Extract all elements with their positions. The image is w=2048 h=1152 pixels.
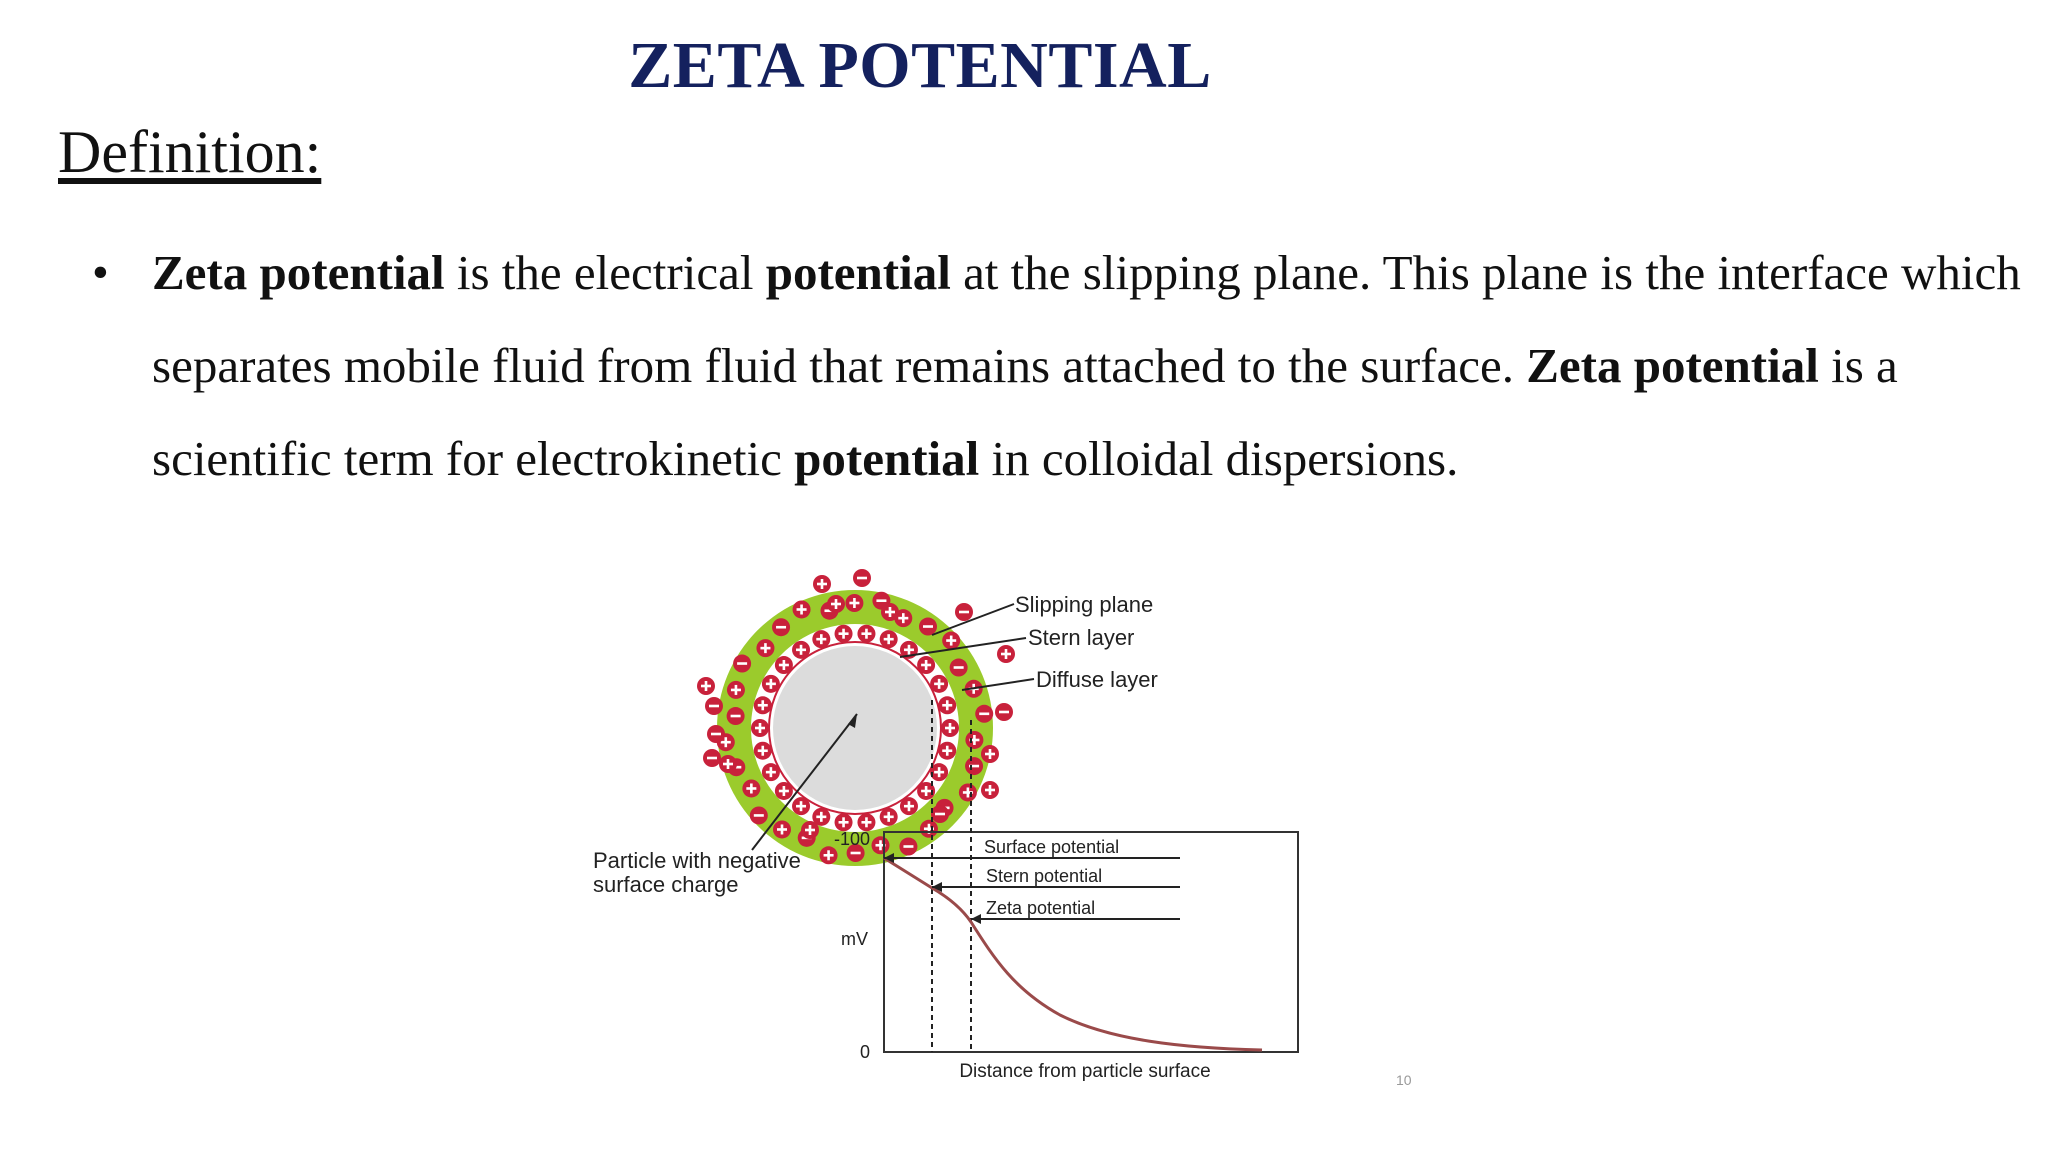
positive-ion-icon [827, 595, 845, 613]
label-stern-potential: Stern potential [986, 866, 1103, 886]
positive-ion-icon [920, 820, 938, 838]
label-zeta-potential: Zeta potential [986, 898, 1096, 918]
negative-ion-icon [899, 838, 917, 856]
negative-ion-icon [931, 805, 949, 823]
negative-ion-icon [975, 705, 993, 723]
negative-ion-icon [965, 757, 983, 775]
positive-ion-icon [941, 719, 959, 737]
definition-heading: Definition: [58, 119, 322, 185]
positive-ion-icon [742, 779, 760, 797]
positive-ion-icon [792, 797, 810, 815]
positive-ion-icon [938, 742, 956, 760]
positive-ion-icon [754, 696, 772, 714]
positive-ion-icon [857, 625, 875, 643]
positive-ion-icon [965, 731, 983, 749]
bold-term: Zeta potential [1526, 338, 1819, 393]
negative-ion-icon [733, 655, 751, 673]
negative-ion-icon [727, 707, 745, 725]
negative-ion-icon [853, 569, 871, 587]
negative-ion-icon [750, 806, 768, 824]
bold-term: potential [794, 431, 980, 486]
particle-label-line1: Particle with negative [593, 848, 801, 873]
slide-title: ZETA POTENTIAL [628, 29, 1212, 102]
positive-ion-icon [959, 783, 977, 801]
bold-term: potential [765, 245, 951, 300]
positive-ion-icon [930, 675, 948, 693]
label-diffuse-layer: Diffuse layer [1036, 667, 1158, 692]
text-segment: is a scientific term for electrokinetic [152, 338, 1898, 486]
positive-ion-icon [792, 641, 810, 659]
negative-ion-icon [705, 697, 723, 715]
positive-ion-icon [762, 675, 780, 693]
positive-ion-icon [756, 639, 774, 657]
negative-ion-icon [707, 725, 725, 743]
positive-ion-icon [881, 603, 899, 621]
positive-ion-icon [727, 681, 745, 699]
y-tick-top: -100 [833, 829, 870, 849]
negative-ion-icon [703, 749, 721, 767]
positive-ion-icon [872, 836, 890, 854]
page-number: 10 [1396, 1072, 1412, 1088]
positive-ion-icon [762, 763, 780, 781]
positive-ion-icon [938, 696, 956, 714]
positive-ion-icon [835, 625, 853, 643]
positive-ion-icon [981, 781, 999, 799]
positive-ion-icon [981, 745, 999, 763]
text-segment: at the slipping plane. This plane is the interface which separates mobile fluid from fluid that remains attached to the surface. [152, 245, 2021, 393]
positive-ion-icon [719, 755, 737, 773]
particle-label-line2: surface charge [593, 872, 739, 897]
positive-ion-icon [793, 600, 811, 618]
positive-ion-icon [773, 820, 791, 838]
positive-ion-icon [754, 742, 772, 760]
graph-frame [884, 832, 1298, 1052]
positive-ion-icon [812, 630, 830, 648]
negative-ion-icon [919, 618, 937, 636]
bold-term: Zeta potential [152, 245, 445, 300]
positive-ion-icon [880, 808, 898, 826]
positive-ion-icon [942, 632, 960, 650]
positive-ion-icon [900, 797, 918, 815]
positive-ion-icon [775, 656, 793, 674]
x-axis-label: Distance from particle surface [959, 1061, 1211, 1082]
positive-ion-icon [751, 719, 769, 737]
positive-ion-icon [997, 645, 1015, 663]
positive-ion-icon [880, 630, 898, 648]
positive-ion-icon [845, 594, 863, 612]
negative-ion-icon [772, 618, 790, 636]
label-slipping-plane: Slipping plane [1015, 592, 1154, 617]
label-stern-layer: Stern layer [1028, 625, 1135, 650]
negative-ion-icon [955, 603, 973, 621]
text-segment: is the electrical [444, 245, 766, 300]
slipping-plane-pointer [932, 604, 1014, 635]
y-axis-unit: mV [841, 929, 868, 949]
negative-ion-icon [995, 703, 1013, 721]
negative-ion-icon [950, 659, 968, 677]
positive-ion-icon [813, 575, 831, 593]
positive-ion-icon [917, 656, 935, 674]
positive-ion-icon [697, 677, 715, 695]
y-tick-bottom: 0 [859, 1042, 870, 1062]
positive-ion-icon [801, 821, 819, 839]
text-segment: in colloidal dispersions. [979, 431, 1459, 486]
bullet-marker: • [92, 246, 109, 299]
label-surface-potential: Surface potential [984, 837, 1120, 857]
positive-ion-icon [775, 782, 793, 800]
